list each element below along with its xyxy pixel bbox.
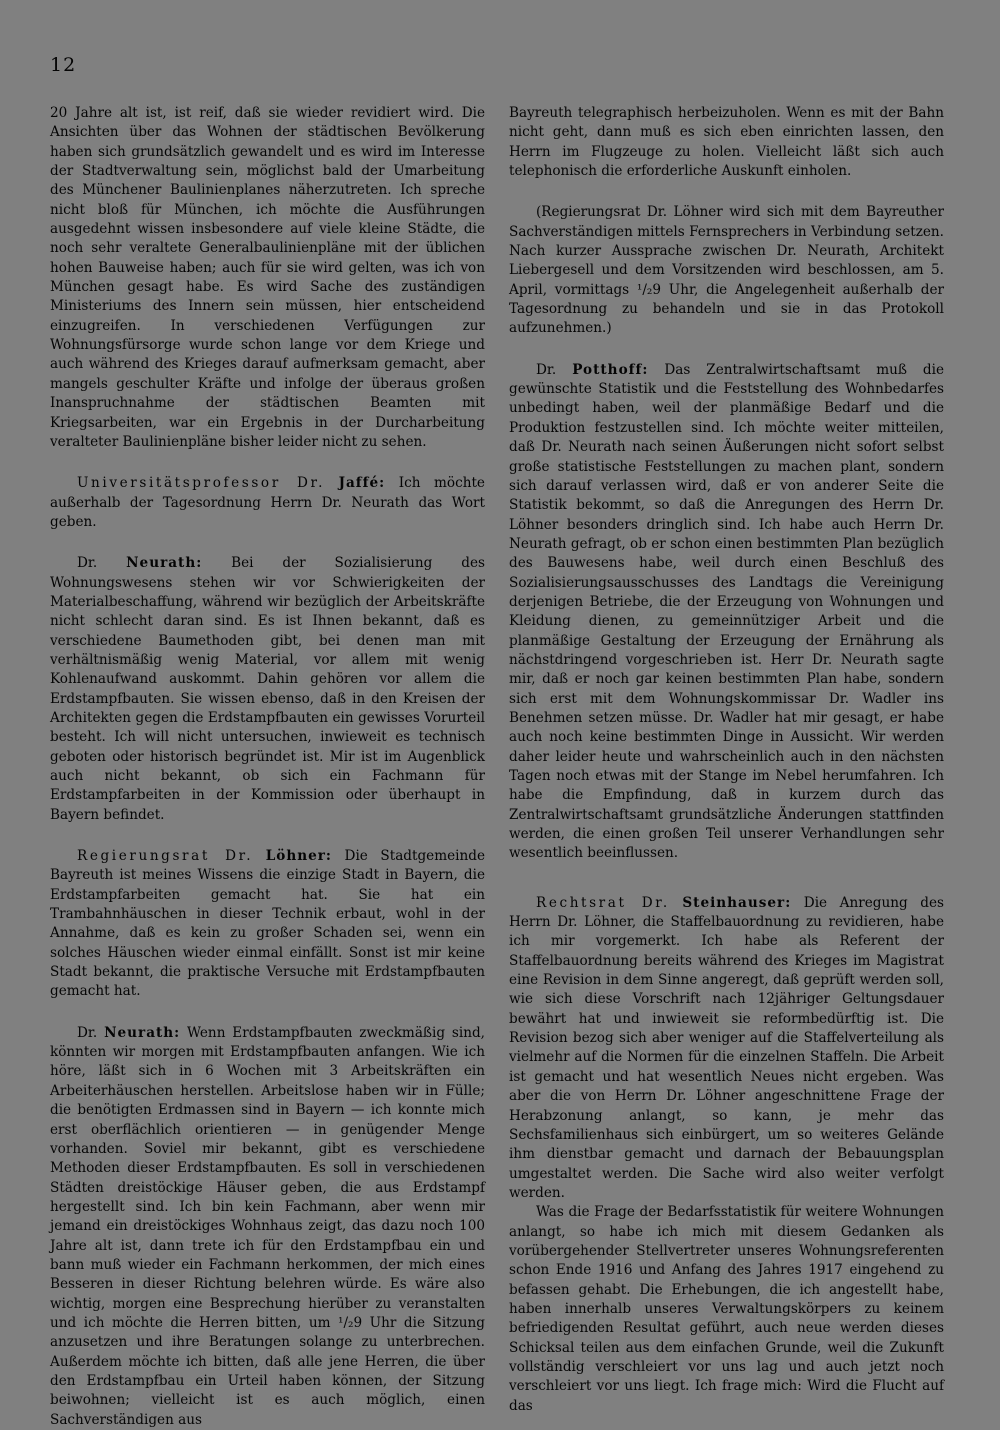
- speech-text: Wenn Erdstampfbauten zweckmäßig sind, könnten wir morgen mit Erdstampfbauten anfangen. Wie ich höre, läßt sich in 6 Wochen mit 3 Arbeitskräften ein Arbeiterhäuschen herstellen. Arbeitslose haben wir in Fülle; die benötigten Erdmassen sind in Bayern — ich konnte mich erst oberflächlich orientieren — in genügender Menge vorhanden. Soviel mir bekannt, gibt es verschiedene Methoden dieser Erdstampfbauten. Es soll in verschiedenen Städten dreistöckige Häuser geben, die aus Erdstampf hergestellt sind. Ich bin kein Fachmann, aber wenn mir jemand ein dreistöckiges Wohnhaus zeigt, das dazu noch 100 Jahre alt ist, dann trete ich für den Erdstampfbau ein und bann muß wieder ein Fachmann herkommen, der mich eines Besseren in dieser Richtung belehren würde. Es wäre also wichtig, morgen eine Besprechung hierüber zu veranstalten und ich möchte die Herren bitten, um ¹/₂9 Uhr die Sitzung anzusetzen und ihre Beratungen solange zu unterbrechen. Außerdem möchte ich bitten, daß alle jene Herren, die über den Erdstampfbau ein Urteil haben können, der Sitzung beiwohnen; vielleicht ist es auch möglich, einen Sachverständigen aus: [50, 1024, 485, 1428]
- speaker-name: Steinhauser:: [682, 894, 792, 911]
- speaker-name: Potthoff:: [572, 361, 649, 378]
- paragraph: 20 Jahre alt ist, ist reif, daß sie wieder revidiert wird. Die Ansichten über das Wohnen der städtischen Bevölkerung haben sich grundsätzlich gewandelt und es wird im Interesse der Stadtverwaltung sein, möglichst bald der Umarbeitung des Münchener Baulinienplanes näherzutreten. Ich spreche nicht bloß für München, ich möchte die Ausführungen ausgedehnt wissen insbesondere auf viele kleine Städte, die noch sehr veraltete Generalbaulinienpläne mit der üblichen hohen Bauweise haben; auch für sie wird gelten, was ich von München gesagt habe. Es wird Sache des zuständigen Ministeriums des Innern sein müssen, hier entscheidend einzugreifen. In verschiedenen Verfügungen zur Wohnungsfürsorge wurde schon lange vor dem Kriege und auch während des Krieges darauf aufmerksam gemacht, aber mangels geschulter Kräfte und infolge der überaus großen Inanspruchnahme der städtischen Beamten mit Kriegsarbeiten, war ein Ergebnis in der Durcharbeitung veralteter Baulinienpläne bisher leider nicht zu sehen.: [50, 105, 485, 450]
- left-column: [50, 104, 485, 1430]
- speech-jaffe: [50, 474, 485, 532]
- speech-neurath-2: [50, 1024, 485, 1430]
- speech-steinhauser: [509, 894, 944, 1204]
- speech-neurath-1: [50, 554, 485, 825]
- speech-text: Bei der Sozialisierung des Wohnungswesens stehen wir vor Schwierigkeiten der Materialbeschaffung, während wir bezüglich der Arbeitskräfte nicht schlecht daran sind. Es ist Ihnen bekannt, daß es verschiedene Baumethoden gibt, bei denen man mit verhältnismäßig wenig Material, vor allem mit wenig Kohlenaufwand auskommt. Dahin gehören vor allem die Erdstampfbauten. Sie wissen ebenso, daß in den Kreisen der Architekten gegen die Erdstampfbauten ein gewisses Vorurteil besteht. Ich will nicht untersuchen, inwieweit es technisch geboten oder historisch begründet ist. Mir ist im Augenblick auch nicht bekannt, ob sich ein Fachmann für Erdstampfarbeiten in der Kommission oder überhaupt in Bayern befindet.: [50, 555, 485, 823]
- speech-text: Ich möchte außerhalb der Tagesordnung Herrn Dr. Neurath das Wort geben.: [50, 475, 485, 530]
- speaker-title: Rechtsrat Dr.: [536, 894, 670, 911]
- speaker-name: Löhner:: [265, 848, 332, 865]
- speech-text: Die Stadtgemeinde Bayreuth ist meines Wissens die einzige Stadt in Bayern, die Erdstampfarbeiten gemacht hat. Sie hat ein Trambahnhäuschen in dieser Technik erbaut, wohl in der Annahme, daß es kein zu großer Schaden sei, wenn ein solches Häuschen wieder einmal einfällt. Sonst ist mir keine Stadt bekannt, die praktische Versuche mit Erdstampfbauten gemacht hat.: [50, 848, 486, 1000]
- speaker-title: Regierungsrat Dr.: [77, 848, 254, 865]
- speech-text: Die Anregung des Herrn Dr. Löhner, die Staffelbauordnung zu revidieren, habe ich mir vorgemerkt. Ich habe als Referent der Staffelbauordnung bereits während des Krieges im Magistrat eine Revision in dem Sinne angeregt, daß geprüft werden soll, wie sich diese Vorschrift nach 12jähriger Geltungsdauer bewährt hat und inwieweit sie reformbedürftig ist. Die Revision bezog sich aber weniger auf die Staffelverteilung als vielmehr auf die Normen für die einzelnen Staffeln. Die Arbeit ist gemacht und hat wesentlich Neues nicht ergeben. Was aber die von Herrn Dr. Löhner angeschnittene Frage der Herabzonung anlangt, so kann, je mehr das Sechsfamilienhaus sich einbürgert, um so weiteres Gelände ihm dienstbar gemacht und darnach der Bebauungsplan umgestaltet werden. Die Sache wird also weiter verfolgt werden.: [509, 894, 945, 1201]
- speaker-title: Dr.: [77, 1024, 98, 1041]
- speaker-title: Dr.: [77, 555, 98, 572]
- right-column: [509, 104, 944, 1416]
- procedural-note: (Regierungsrat Dr. Löhner wird sich mit dem Bayreuther Sachverständigen mittels Fernsprechers in Verbindung setzen. Nach kurzer Aussprache zwischen Dr. Neurath, Architekt Liebergesell und dem Vorsitzenden wird beschlossen, am 5. April, vormittags ¹/₂9 Uhr, die Angelegenheit außerhalb der Tagesordnung zu behandeln und sie in das Protokoll aufzunehmen.): [509, 204, 944, 337]
- paragraph: Bayreuth telegraphisch herbeizuholen. Wenn es mit der Bahn nicht geht, dann muß es sich eben einrichten lassen, den Herrn im Flugzeuge zu holen. Vielleicht läßt sich auch telephonisch die erforderliche Auskunft einholen.: [509, 105, 944, 180]
- speech-loehner: [50, 847, 485, 1002]
- speech-text: Das Zentralwirtschaftsamt muß die gewünschte Statistik und die Feststellung des Wohnbedarfes unbedingt haben, weil der planmäßige Bedarf und die Produktion festzustellen sind. Ich möchte weiter mitteilen, daß Dr. Neurath nach seinen Äußerungen nicht sofort selbst große statistische Feststellungen zu machen plant, sondern sich darauf verlassen wird, daß er von anderer Seite die Statistik bekommt, so daß die Anregungen des Herrn Dr. Löhner besonders dringlich sind. Ich habe auch Herrn Dr. Neurath gefragt, ob er schon einen bestimmten Plan bezüglich des Bauwesens habe, weil durch einen Beschluß des Sozialisierungsausschusses des Landtags die Vereinigung derjenigen Betriebe, die der Erzeugung von Wohnungen und Kleidung dienen, zu gemeinnütziger Arbeit und die planmäßige Gestaltung der Erzeugung der Ernährung als nächstdringend vorgeschrieben ist. Herr Dr. Neurath sagte mir, daß er noch gar keinen bestimmten Plan habe, sondern sich erst mit dem Wohnungskommissar Dr. Wadler ins Benehmen setzen müsse. Dr. Wadler hat mir gesagt, er habe auch noch keine bestimmten Dinge in Aussicht. Wir werden daher leider heute und wahrscheinlich auch in den nächsten Tagen noch etwas mit der Stange im Nebel herumfahren. Ich habe die Empfindung, daß in kurzem durch das Zentralwirtschaftsamt grundsätzliche Änderungen stattfinden werden, die einen großen Teil unserer Verhandlungen sehr wesentlich beeinflussen.: [509, 361, 944, 862]
- paragraph: Was die Frage der Bedarfsstatistik für weitere Wohnungen anlangt, so habe ich mich mit diesem Gedanken als vorübergehender Stellvertreter unseres Wohnungsreferenten schon Ende 1916 und Anfang des Jahres 1917 eingehend zu befassen gehabt. Die Erhebungen, die ich angestellt habe, haben innerhalb unseres Verwaltungskörpers zu keinem befriedigenden Resultat geführt, auch neue werden dieses Schicksal teilen aus dem einfachen Grunde, weil die Zukunft vollständig verschleiert vor uns lag und auch jetzt noch verschleiert vor uns liegt. Ich frage mich: Wird die Flucht auf das: [509, 1204, 944, 1414]
- speaker-title: Dr.: [536, 361, 557, 378]
- speaker-name: Neurath:: [126, 555, 203, 572]
- speaker-name: Neurath:: [104, 1024, 181, 1041]
- page-number: 12: [50, 54, 77, 76]
- speaker-title: Universitätsprofessor Dr.: [77, 475, 325, 492]
- speaker-name: Jaffé:: [338, 475, 386, 492]
- speech-potthoff: [509, 361, 944, 864]
